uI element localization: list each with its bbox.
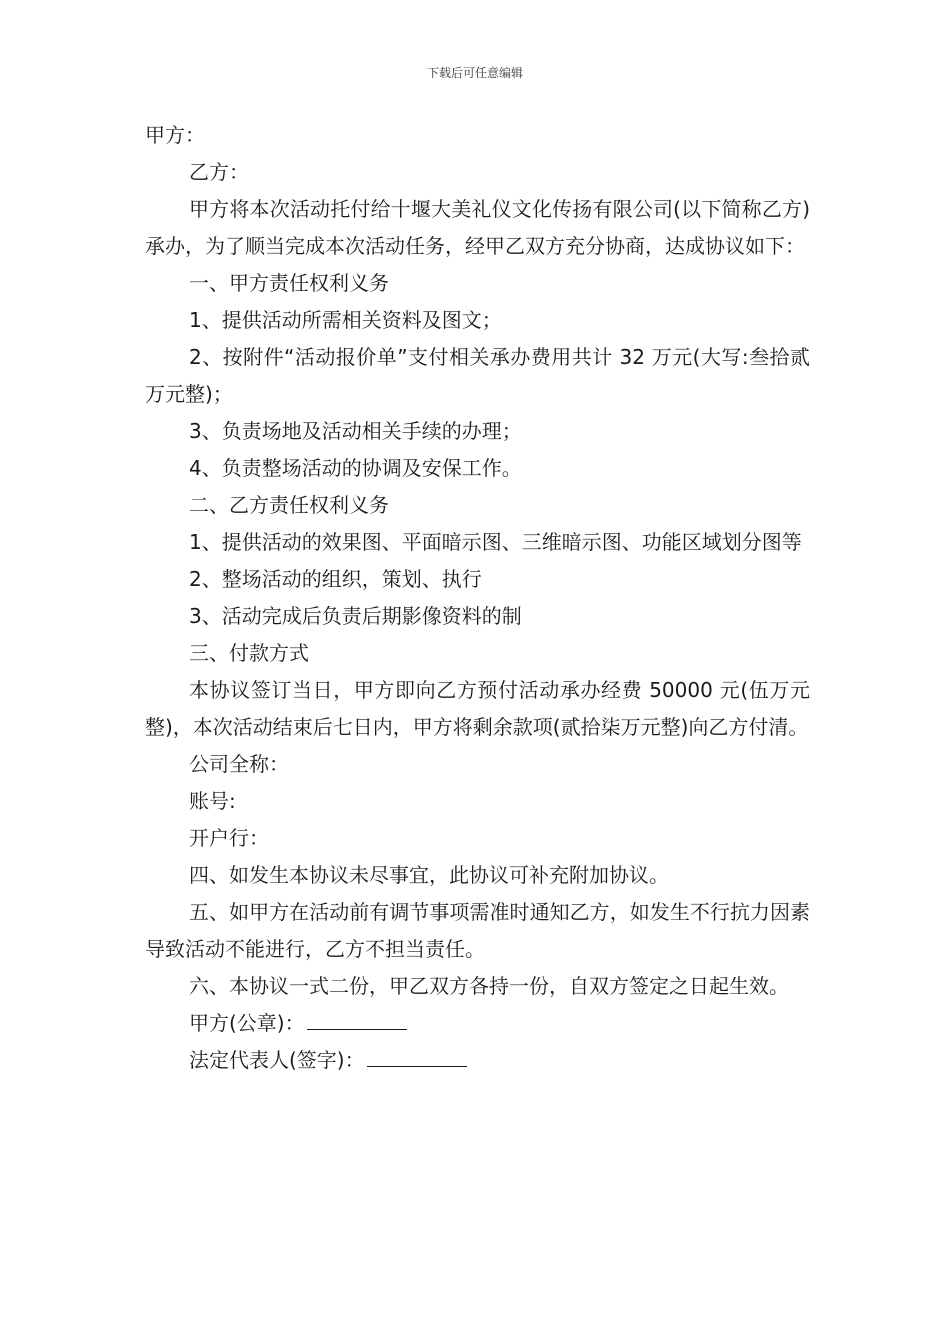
page-header-note: 下载后可任意编辑 [426, 66, 523, 80]
section-4: 四、如发生本协议未尽事宜，此协议可补充附加协议。 [189, 863, 669, 887]
account-label: 账号: [189, 789, 236, 813]
section-1-item-3: 3、负责场地及活动相关手续的办理； [189, 419, 522, 443]
payment-paragraph: 本协议签订当日，甲方即向乙方预付活动承办经费 50000 元(伍万元整)，本次活动结束后七日内，甲方将剩余款项(贰拾柒万元整)向乙方付清。 [145, 678, 810, 739]
section-6: 六、本协议一式二份，甲乙双方各持一份，自双方签定之日起生效。 [189, 974, 789, 998]
party-a-label: 甲方： [145, 123, 205, 147]
representative-blank [367, 1044, 467, 1067]
section-2-item-3: 3、活动完成后负责后期影像资料的制 [189, 604, 522, 628]
seal-label: 甲方(公章)： [189, 1011, 305, 1035]
seal-line [145, 1005, 810, 1042]
section-1-item-1: 1、提供活动所需相关资料及图文； [189, 308, 502, 332]
party-b-label: 乙方： [189, 160, 249, 184]
section-1-item-2: 2、按附件“活动报价单”支付相关承办费用共计 32 万元(大写:叁拾贰万元整)； [145, 345, 810, 406]
bank-label: 开户行： [189, 826, 269, 850]
section-1-title: 一、甲方责任权利义务 [189, 271, 389, 295]
section-2-title: 二、乙方责任权利义务 [189, 493, 389, 517]
section-5: 五、如甲方在活动前有调节事项需准时通知乙方，如发生不行抗力因素导致活动不能进行，乙方不担当责任。 [145, 900, 810, 961]
section-1-item-4: 4、负责整场活动的协调及安保工作。 [189, 456, 522, 480]
contract-body [145, 117, 810, 1079]
representative-label: 法定代表人(签字)： [189, 1048, 365, 1072]
section-3-title: 三、付款方式 [189, 641, 309, 665]
representative-line [145, 1042, 810, 1079]
intro-paragraph: 甲方将本次活动托付给十堰大美礼仪文化传扬有限公司(以下简称乙方)承办，为了顺当完成本次活动任务，经甲乙双方充分协商，达成协议如下： [145, 197, 810, 258]
section-2-item-2: 2、整场活动的组织，策划、执行 [189, 567, 482, 591]
section-2-item-1: 1、提供活动的效果图、平面暗示图、三维暗示图、功能区域划分图等 [189, 530, 802, 554]
company-name-label: 公司全称： [189, 752, 289, 776]
seal-blank [307, 1007, 407, 1030]
